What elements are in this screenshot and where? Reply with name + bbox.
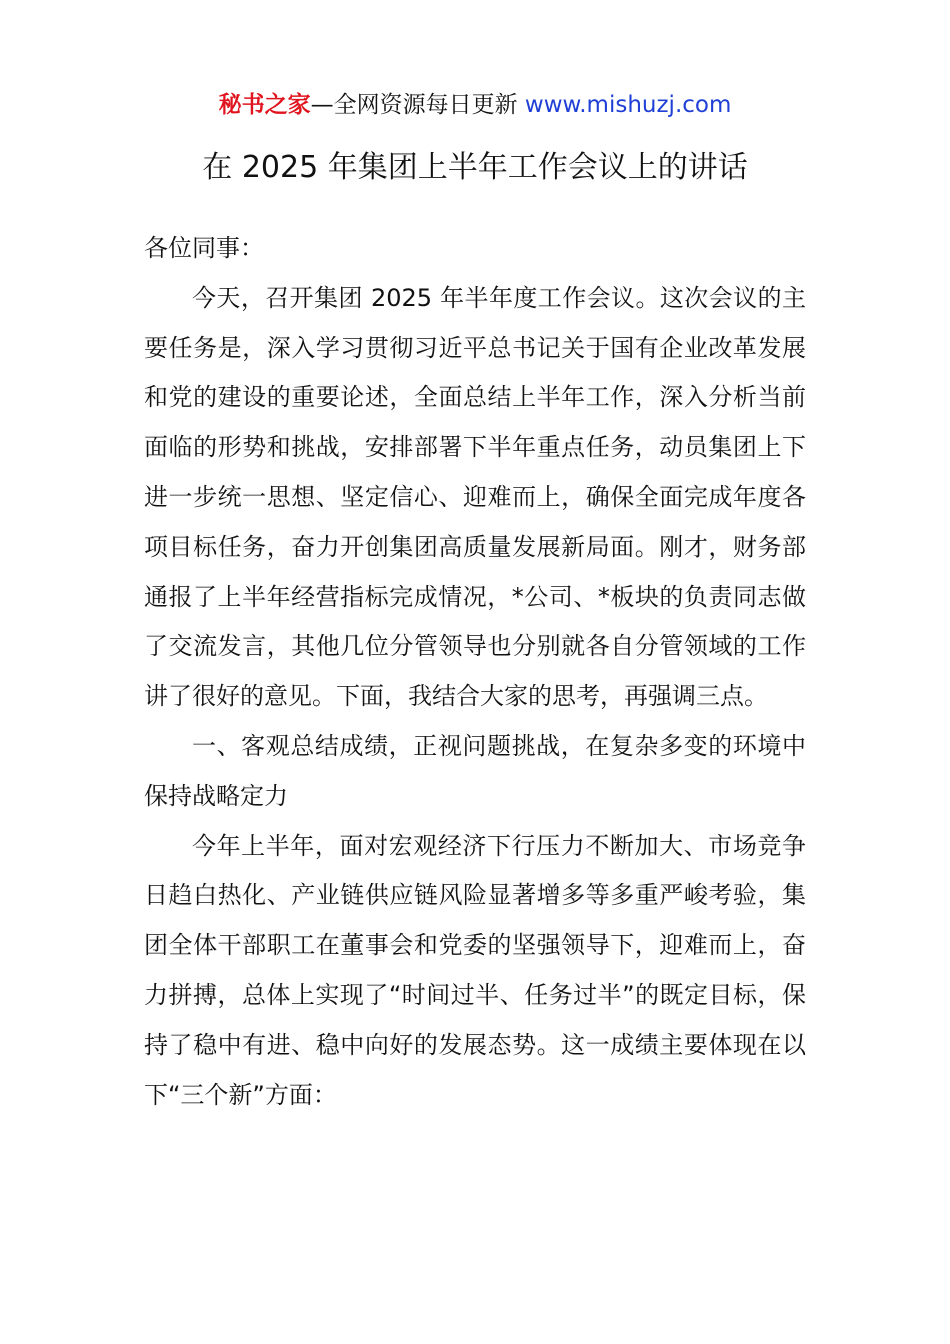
document-body (144, 224, 806, 1120)
section-heading-1: 一、客观总结成绩，正视问题挑战，在复杂多变的环境中保持战略定力 (144, 731, 806, 810)
paragraph-intro: 今天，召开集团 2025 年半年度工作会议。这次会议的主要任务是，深入学习贯彻习近平总书记关于国有企业改革发展和党的建设的重要论述，全面总结上半年工作，深入分析当前面临的形势和挑战，安排部署下半年重点任务，动员集团上下进一步统一思想、坚定信心、迎难而上，确保全面完成年度各项目标任务，奋力开创集团高质量发展新局面。刚才，财务部通报了上半年经营指标完成情况，*公司、*板块的负责同志做了交流发言，其他几位分管领导也分别就各自分管领域的工作讲了很好的意见。下面，我结合大家的思考，再强调三点。 (144, 283, 806, 711)
header-tagline: —全网资源每日更新 (310, 92, 518, 118)
site-header (0, 88, 950, 122)
brand-name: 秘书之家 (218, 92, 311, 118)
paragraph-achievements: 今年上半年，面对宏观经济下行压力不断加大、市场竞争日趋白热化、产业链供应链风险显著增多等多重严峻考验，集团全体干部职工在董事会和党委的坚强领导下，迎难而上，奋力拼搏，总体上实现了“时间过半、任务过半”的既定目标，保持了稳中有进、稳中向好的发展态势。这一成绩主要体现在以下“三个新”方面： (144, 831, 806, 1109)
salutation: 各位同事： (144, 234, 264, 262)
document-title: 在 2025 年集团上半年工作会议上的讲话 (202, 150, 748, 185)
site-url-link[interactable]: www.mishuzj.com (524, 92, 732, 118)
